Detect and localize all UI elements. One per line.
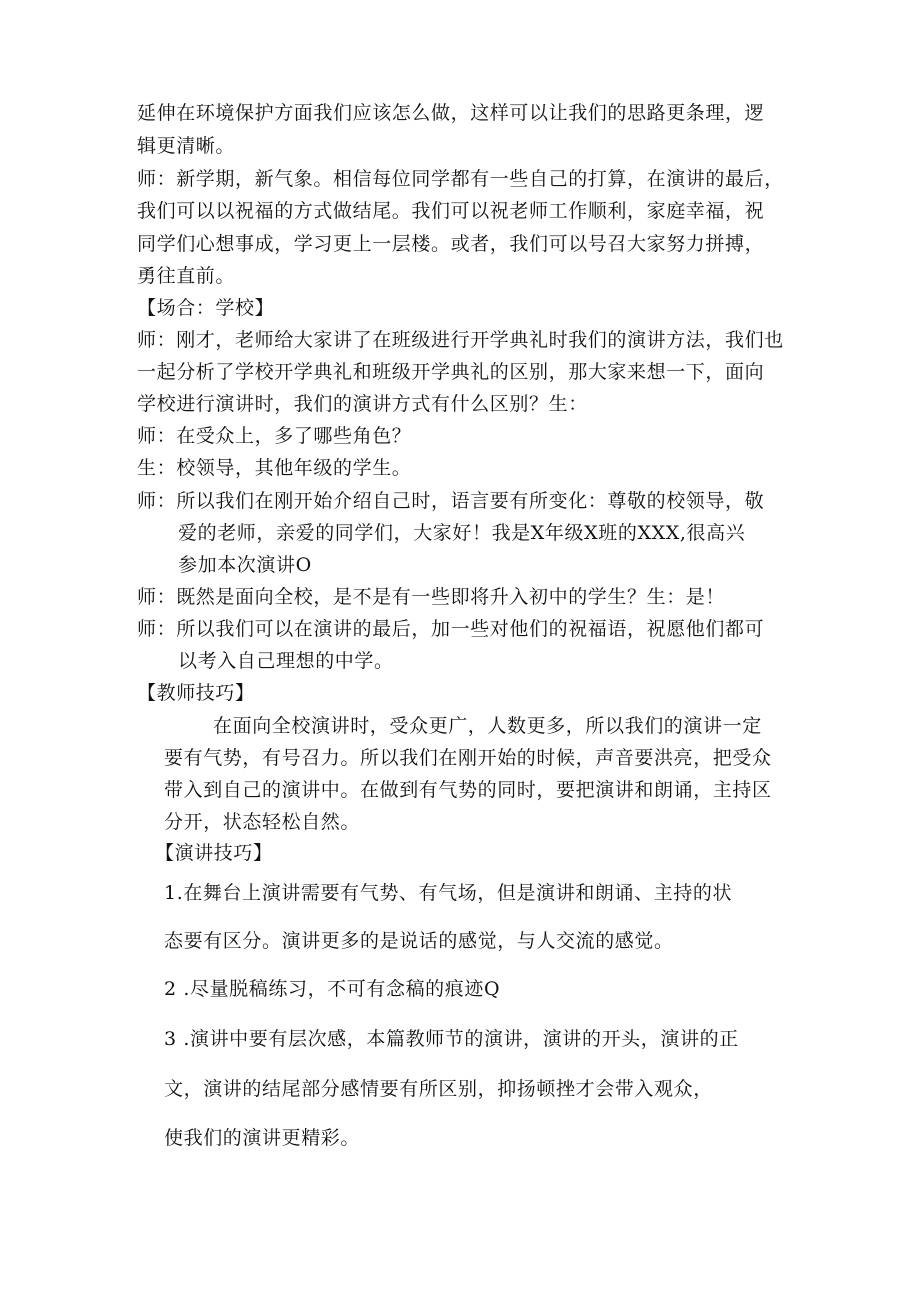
text-line: 要有气势，有号召力。所以我们在刚开始的时候，声音要洪亮，把受众 [164, 747, 772, 769]
text-line: 3 .演讲中要有层次感，本篇教师节的演讲，演讲的开头，演讲的正 [164, 1028, 739, 1050]
text-line: 师：新学期，新气象。相信每位同学都有一些自己的打算，在演讲的最后， [137, 168, 784, 190]
text-line: 延伸在环境保护方面我们应该怎么做，这样可以让我们的思路更条理，逻 [137, 102, 765, 124]
text-line: 爱的老师，亲爱的同学们，大家好！我是X年级X班的XXX,很高兴 [178, 522, 746, 544]
section-heading: 【场合：学校】 [137, 297, 275, 319]
text-line: 在面向全校演讲时，受众更广，人数更多，所以我们的演讲一定 [213, 715, 762, 737]
text-line: 参加本次演讲O [178, 554, 312, 576]
text-line: 我们可以以祝福的方式做结尾。我们可以祝老师工作顺利，家庭幸福，祝 [137, 200, 765, 222]
text-line: 一起分析了学校开学典礼和班级开学典礼的区别，那大家来想一下，面向 [137, 361, 765, 383]
section-heading: 【演讲技巧】 [155, 842, 273, 864]
section-heading: 【教师技巧】 [137, 682, 255, 704]
text-line: 带入到自己的演讲中。在做到有气势的同时，要把演讲和朗诵，主持区 [164, 779, 772, 801]
text-line: 以考入自己理想的中学。 [178, 650, 394, 672]
text-line: 师：刚才，老师给大家讲了在班级进行开学典礼时我们的演讲方法，我们也 [137, 329, 784, 351]
text-line: 2 .尽量脱稿练习，不可有念稿的痕迹Q [164, 978, 501, 1000]
text-line: 师：在受众上，多了哪些角色？ [137, 425, 412, 447]
text-line: 同学们心想事成，学习更上一层楼。或者，我们可以号召大家努力拼搏， [137, 233, 765, 255]
text-line: 勇往直前。 [137, 265, 236, 287]
text-line: 学校进行演讲时，我们的演讲方式有什么区别？生： [137, 393, 588, 415]
text-line: 1.在舞台上演讲需要有气势、有气场，但是演讲和朗诵、主持的状 [164, 882, 733, 904]
text-line: 师：既然是面向全校，是不是有一些即将升入初中的学生？生：是！ [137, 586, 726, 608]
text-line: 辑更清晰。 [137, 135, 236, 157]
text-line: 分开，状态轻松自然。 [164, 811, 361, 833]
text-line: 使我们的演讲更精彩。 [164, 1127, 361, 1149]
text-line: 生：校领导，其他年级的学生。 [137, 457, 412, 479]
text-line: 师：所以我们在刚开始介绍自己时，语言要有所变化：尊敬的校领导，敬 [137, 490, 765, 512]
text-line: 态要有区分。演讲更多的是说话的感觉，与人交流的感觉。 [164, 930, 674, 952]
text-line: 师：所以我们可以在演讲的最后，加一些对他们的祝福语，祝愿他们都可 [137, 618, 765, 640]
text-line: 文，演讲的结尾部分感情要有所区别，抑扬顿挫才会带入观众， [164, 1078, 713, 1100]
